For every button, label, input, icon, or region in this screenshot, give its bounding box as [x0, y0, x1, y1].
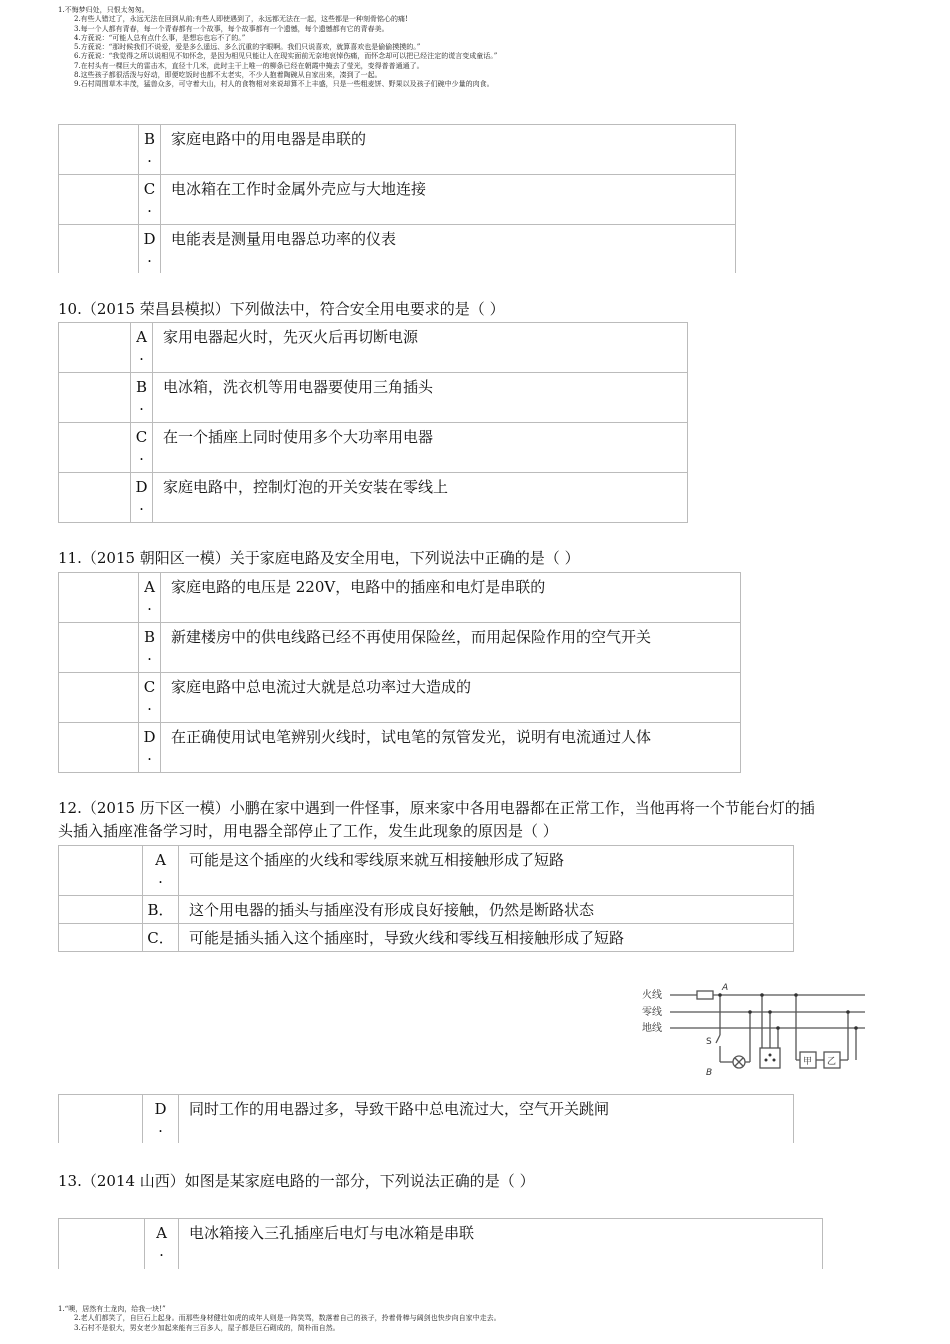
option-letter: B .	[139, 623, 161, 673]
option-text: 家庭电路的电压是 220V，电路中的插座和电灯是串联的	[161, 573, 741, 623]
q10-options-table	[58, 322, 688, 523]
option-text: 可能是这个插座的火线和零线原来就互相接触形成了短路	[179, 846, 794, 896]
blank-cell	[59, 573, 139, 623]
option-letter: C .	[139, 673, 161, 723]
option-text: 家庭电路中，控制灯泡的开关安装在零线上	[153, 473, 688, 523]
blank-cell	[59, 723, 139, 773]
appliance-2-label: 乙	[827, 1057, 837, 1067]
option-text: 电冰箱在工作时金属外壳应与大地连接	[161, 175, 736, 225]
option-row	[59, 673, 741, 723]
option-letter: D .	[139, 723, 161, 773]
option-row	[59, 225, 736, 273]
header-note: 1.不悔梦归处，只恨太匆匆。	[58, 6, 149, 14]
option-row	[59, 175, 736, 225]
blank-cell	[59, 623, 139, 673]
option-row	[59, 473, 688, 523]
option-row	[59, 924, 794, 952]
option-text: 可能是插头插入这个插座时，导致火线和零线互相接触形成了短路	[179, 924, 794, 952]
question-13-title: 13.（2014 山西）如图是某家庭电路的一部分，下列说法正确的是（ ）	[58, 1172, 535, 1190]
header-note: 9.石村周围草木丰茂，猛兽众多，可守着大山，村人的食物相对来说却算不上丰盛，只是一些粗麦饼、野果以及孩子们碗中少量的肉食。	[74, 80, 494, 89]
question-10-title: 10.（2015 荣昌县模拟）下列做法中，符合安全用电要求的是（ ）	[58, 300, 505, 318]
circuit-diagram	[640, 980, 870, 1080]
footer-note: 3.石村不是很大，男女老少加起来能有三百多人，屋子都是巨石砌成的，简朴而自然。	[74, 1323, 340, 1332]
option-row	[59, 423, 688, 473]
header-note: 5.方莸说：“那时候我们不说爱，爱是多么遥远、多么沉重的字眼啊。我们只说喜欢，就算喜欢也是偷偷摸摸的。”	[74, 43, 421, 52]
option-letter: D .	[131, 473, 153, 523]
option-letter: A .	[143, 846, 179, 896]
option-row	[59, 573, 741, 623]
option-text: 家用电器起火时，先灭火后再切断电源	[153, 323, 688, 373]
footer-note: 1.“噢，居然有土龙肉，给我一块!”	[58, 1305, 166, 1313]
question-11-title: 11.（2015 朝阳区一模）关于家庭电路及安全用电，下列说法中正确的是（ ）	[58, 549, 580, 567]
lamp-icon	[733, 1056, 745, 1068]
option-row	[59, 723, 741, 773]
option-letter: B .	[139, 125, 161, 175]
switch-label: S	[706, 1037, 712, 1047]
footer-note: 2.老人们都笑了，自巨石上起身。而那些身材健壮如虎的成年人则是一阵笑骂，数落着自己的孩子，拎着骨棒与阔剑也快步向自家中走去。	[74, 1314, 501, 1323]
blank-cell	[59, 225, 139, 273]
option-text: 新建楼房中的供电线路已经不再使用保险丝，而用起保险作用的空气开关	[161, 623, 741, 673]
option-letter: B．	[143, 896, 179, 924]
option-letter: A .	[131, 323, 153, 373]
option-letter: A .	[139, 573, 161, 623]
header-note: 7.在村头有一棵巨大的雷击木，直径十几米，此时主干上唯一的柳条已经在朝霞中掩去了莹光，变得普普通通了。	[74, 61, 424, 70]
q12-option-d-table	[58, 1094, 794, 1143]
option-row	[59, 373, 688, 423]
fuse-icon	[697, 991, 713, 999]
blank-cell	[59, 924, 143, 952]
q9-options-table	[58, 124, 736, 273]
question-12-title-line: 12.（2015 历下区一模）小鹏在家中遇到一件怪事，原来家中各用电器都在正常工作，当他再将一个节能台灯的插	[58, 799, 815, 817]
option-text: 家庭电路中的用电器是串联的	[161, 125, 736, 175]
point-b-label: B	[706, 1068, 713, 1078]
header-note: 8.这些孩子都很活泼与好动，即便吃饭时也都不太老实，不少人抱着陶碗从自家出来，凑到了一起。	[74, 71, 382, 80]
option-letter: C．	[143, 924, 179, 952]
blank-cell	[59, 473, 131, 523]
q13-options-table	[58, 1218, 823, 1269]
header-note: 4.方莸说：“可能人总有点什么事，是想忘也忘不了的。”	[74, 33, 246, 42]
blank-cell	[59, 423, 131, 473]
option-letter: C .	[139, 175, 161, 225]
option-row	[59, 125, 736, 175]
option-row	[59, 846, 794, 896]
point-a-label: A	[722, 983, 729, 993]
option-text: 电能表是测量用电器总功率的仪表	[161, 225, 736, 273]
option-letter: C .	[131, 423, 153, 473]
option-text: 在一个插座上同时使用多个大功率用电器	[153, 423, 688, 473]
neutral-wire-label: 零线	[642, 1007, 662, 1018]
option-row	[59, 1095, 794, 1143]
header-note: 3.每一个人都有青春，每一个青春都有一个故事，每个故事都有一个遗憾，每个遗憾都有它的青春美。	[74, 24, 389, 33]
option-letter: B .	[131, 373, 153, 423]
blank-cell	[59, 125, 139, 175]
blank-cell	[59, 896, 143, 924]
option-text: 同时工作的用电器过多，导致干路中总电流过大，空气开关跳闸	[179, 1095, 794, 1143]
option-row	[59, 623, 741, 673]
option-row	[59, 896, 794, 924]
option-text: 家庭电路中总电流过大就是总功率过大造成的	[161, 673, 741, 723]
appliance-1-label: 甲	[803, 1057, 813, 1067]
live-wire-label: 火线	[642, 990, 662, 1001]
question-12-title	[58, 797, 815, 843]
header-notes	[58, 6, 497, 90]
ground-wire-label: 地线	[642, 1023, 662, 1034]
header-note: 2.有些人错过了，永远无法在回到从前;有些人即使遇到了，永远都无法在一起，这些都是一种刻骨铭心的痛!	[74, 15, 408, 24]
footer-notes	[58, 1305, 501, 1333]
blank-cell	[59, 846, 143, 896]
header-note: 6.方莸说：“我觉得之所以说相见不如怀念，是因为相见只能让人在现实面前无奈地哀悼伤痛，而怀念却可以把已经注定的谎言变成童话。”	[74, 52, 498, 61]
q12-options-table	[58, 845, 794, 952]
option-text: 电冰箱，洗衣机等用电器要使用三角插头	[153, 373, 688, 423]
blank-cell	[59, 1219, 145, 1269]
three-pin-socket-icon	[760, 1048, 780, 1068]
option-row	[59, 1219, 823, 1269]
q11-options-table	[58, 572, 741, 773]
blank-cell	[59, 323, 131, 373]
option-text: 在正确使用试电笔辨别火线时，试电笔的氖管发光，说明有电流通过人体	[161, 723, 741, 773]
blank-cell	[59, 1095, 143, 1143]
option-letter: A .	[145, 1219, 179, 1269]
option-text: 这个用电器的插头与插座没有形成良好接触，仍然是断路状态	[179, 896, 794, 924]
option-row	[59, 323, 688, 373]
blank-cell	[59, 373, 131, 423]
question-12-title-line: 头插入插座准备学习时，用电器全部停止了工作，发生此现象的原因是（ ）	[58, 822, 558, 840]
blank-cell	[59, 673, 139, 723]
option-letter: D .	[139, 225, 161, 273]
option-letter: D .	[143, 1095, 179, 1143]
option-text: 电冰箱接入三孔插座后电灯与电冰箱是串联	[179, 1219, 823, 1269]
blank-cell	[59, 175, 139, 225]
